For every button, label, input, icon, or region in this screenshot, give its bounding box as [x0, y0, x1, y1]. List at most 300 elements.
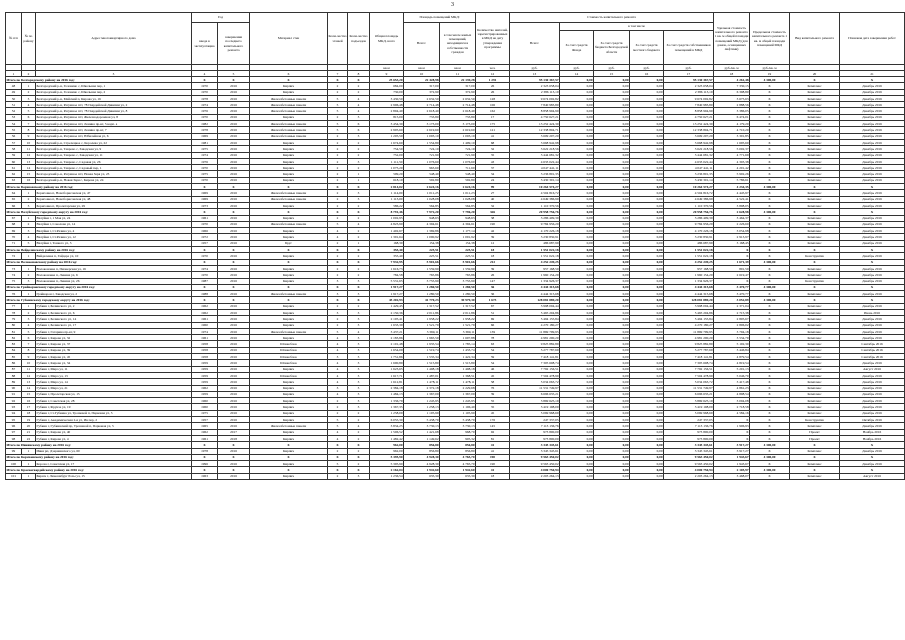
table-cell: 0,00	[594, 215, 630, 221]
table-cell: 1 245,95	[404, 398, 440, 404]
table-cell: X	[218, 184, 250, 190]
table-cell: 5 069 968,69	[664, 410, 714, 416]
table-cell: 18	[22, 410, 36, 416]
table-cell: 3 446,84	[714, 347, 750, 353]
table-cell: 3 230 830,91	[664, 234, 714, 240]
table-cell: 4 270 180,27	[664, 322, 714, 328]
table-cell: 3 534,79	[714, 335, 750, 341]
table-cell: 0,00	[594, 410, 630, 416]
table-cell: X	[714, 247, 750, 253]
table-cell: 18	[714, 71, 750, 77]
table-cell: 4	[328, 391, 348, 397]
table-cell: 39	[476, 391, 510, 397]
table-cell: Декабрь 2016	[840, 158, 905, 164]
table-cell: X	[790, 297, 840, 303]
table-cell: 0,00	[630, 379, 664, 385]
table-cell: 45 202,93	[370, 297, 404, 303]
table-cell: руб.	[510, 65, 560, 71]
table-cell: X	[328, 454, 348, 460]
table-cell: 4 170 226,18	[664, 228, 714, 234]
table-cell: 4 170 226,18	[510, 228, 560, 234]
table-cell: 5	[22, 108, 36, 114]
table-cell: 1 785,14	[440, 341, 476, 347]
table-cell: 6	[250, 71, 328, 77]
table-cell: 11 869 799,95	[664, 328, 714, 334]
table-cell: 0,00	[630, 278, 664, 284]
table-cell: 247 337,05	[664, 417, 714, 423]
table-cell: 0,00	[630, 442, 664, 448]
table-cell: 2	[328, 133, 348, 139]
table-cell: 2016	[218, 240, 250, 246]
table-cell: Губкин г, Кирова ул, 34	[36, 360, 192, 366]
table-cell: 317,00	[404, 83, 440, 89]
table-cell: 0,00	[594, 454, 630, 460]
table-cell: 5	[328, 461, 348, 467]
table-cell: 1 149,62	[404, 435, 440, 441]
table-cell: 147	[476, 278, 510, 284]
table-cell: 2	[328, 146, 348, 152]
table-cell: 0,00	[630, 146, 664, 152]
table-cell: 3	[348, 291, 370, 297]
table-cell: 2016	[218, 461, 250, 467]
table-cell: 0,00	[560, 240, 594, 246]
table-cell: 4	[328, 379, 348, 385]
table-cell: 4 047 441,11	[510, 165, 560, 171]
table-cell: Губкин г, Кирова ул, 32	[36, 335, 192, 341]
table-cell: 1970	[192, 177, 218, 183]
table-cell: 730,00	[370, 89, 404, 95]
col-residents: Количество жителей, зарегистрированных в МКД на дату утверждения программы	[476, 13, 510, 65]
table-cell: Декабрь 2016	[840, 152, 905, 158]
table-cell: 95 130 367,57	[664, 77, 714, 83]
table-cell: 5	[22, 328, 36, 334]
table-cell: X	[790, 77, 840, 83]
table-cell: 0,00	[630, 89, 664, 95]
table-cell: Губкин г, Белинского ул, 14	[36, 316, 192, 322]
table-cell: 0,00	[594, 95, 630, 101]
table-cell: 1 917,27	[370, 284, 404, 290]
table-cell: X	[348, 184, 370, 190]
table-cell: 733,80	[440, 114, 476, 120]
table-cell: 59	[476, 354, 510, 360]
table-cell: 3 173,00	[440, 121, 476, 127]
table-cell: 10	[404, 71, 440, 77]
table-cell: 2	[348, 448, 370, 454]
table-cell: 2	[348, 272, 370, 278]
table-cell: Губкин г, Советская ул, 28	[36, 398, 192, 404]
table-cell: 724,10	[440, 146, 476, 152]
table-cell: 0,00	[630, 429, 664, 435]
table-cell: 1 616,73	[370, 265, 404, 271]
table-cell: 0,00	[560, 284, 594, 290]
table-cell: 78	[476, 335, 510, 341]
table-cell: 1 011,23	[440, 190, 476, 196]
table-cell: 175	[476, 121, 510, 127]
table-cell: X	[750, 83, 790, 89]
table-cell: 2 386 113,19	[664, 89, 714, 95]
table-cell: 752,00	[370, 152, 404, 158]
table-cell: Губкин г, Гагарина пр-кт, 9	[36, 328, 192, 334]
table-cell: 82	[6, 335, 22, 341]
table-cell: X	[250, 77, 328, 83]
table-cell: 7 840 983,80	[664, 102, 714, 108]
table-cell: 2016	[218, 158, 250, 164]
table-cell: Кирпич	[250, 366, 328, 372]
table-cell: 85	[6, 354, 22, 360]
table-cell: 8	[348, 71, 370, 77]
table-cell: 0,00	[594, 423, 630, 429]
table-cell: 18	[476, 473, 510, 479]
table-cell: 1961	[192, 335, 218, 341]
table-cell: X	[750, 102, 790, 108]
table-cell: Комплекс	[790, 114, 840, 120]
table-cell: 754,50	[370, 146, 404, 152]
table-cell: 14	[560, 71, 594, 77]
table-cell: 684,00	[370, 83, 404, 89]
table-cell: 1974	[192, 265, 218, 271]
table-cell: 8	[22, 127, 36, 133]
table-cell: 1 105,99	[440, 410, 476, 416]
table-cell: 0,00	[630, 240, 664, 246]
table-cell: 586,22	[370, 202, 404, 208]
table-cell: 372,90	[440, 89, 476, 95]
table-cell: Комплекс	[790, 190, 840, 196]
table-cell: 42	[476, 228, 510, 234]
table-cell: 1 654,09	[370, 347, 404, 353]
table-cell: 0,00	[594, 354, 630, 360]
table-cell: Комплекс	[790, 398, 840, 404]
table-cell: 8 791,46	[370, 209, 404, 215]
table-cell: 0,00	[560, 253, 594, 259]
table-cell: 11	[22, 366, 36, 372]
table-cell: 3 898,05	[714, 202, 750, 208]
table-cell: 0,00	[560, 83, 594, 89]
col-area-total: Всего:	[404, 23, 440, 65]
table-cell: 2	[328, 410, 348, 416]
table-cell: 4 000 750,94	[510, 467, 560, 473]
table-cell: Губкин г, Белинского ул, 17	[36, 322, 192, 328]
table-cell: 4 981 290,20	[664, 335, 714, 341]
table-cell: 4 633 022,44	[664, 158, 714, 164]
table-cell: 5	[328, 328, 348, 334]
table-cell: 3 444 681,32	[510, 152, 560, 158]
table-cell: 36	[476, 291, 510, 297]
table-cell: Декабрь 2016	[840, 303, 905, 309]
table-cell: X	[750, 404, 790, 410]
table-cell: 0,00	[630, 284, 664, 290]
table-cell: Декабрь 2016	[840, 385, 905, 391]
table-cell: X	[750, 385, 790, 391]
table-cell: 2 226,60	[714, 221, 750, 227]
table-cell: 34	[476, 171, 510, 177]
table-cell: Волоконовка п, Пионерская ул, 16	[36, 265, 192, 271]
table-cell: 7 305 608,74	[510, 360, 560, 366]
table-cell: Белгородский р-н, Разумное пгт, Ленина пр-кт, 7	[36, 127, 192, 133]
table-cell: Белгородский р-н, Разумное пгт, Новая Заря ул, 23	[36, 171, 192, 177]
table-cell: 2016	[218, 347, 250, 353]
table-cell: Комплекс	[790, 139, 840, 145]
table-cell: 9 825 882,89	[664, 341, 714, 347]
table-cell: 41 770,23	[404, 297, 440, 303]
table-cell: 2016	[218, 171, 250, 177]
table-cell: X	[714, 429, 750, 435]
table-cell: 1 612,81	[370, 379, 404, 385]
table-cell: X	[750, 303, 790, 309]
table-cell: X	[750, 335, 790, 341]
table-cell: 0,00	[630, 83, 664, 89]
table-cell: Кирпич	[250, 83, 328, 89]
table-cell: 2016	[218, 360, 250, 366]
table-cell: 1982	[192, 121, 218, 127]
table-cell: 5	[218, 71, 250, 77]
table-cell: Борисовка п, Новоборисовская ул, 47	[36, 190, 192, 196]
table-cell: Кирпич	[250, 265, 328, 271]
table-cell: X	[192, 209, 218, 215]
table-cell: 128	[476, 95, 510, 101]
table-cell: 247 337,05	[510, 417, 560, 423]
table-cell: 0,00	[630, 423, 664, 429]
table-cell: X	[750, 379, 790, 385]
table-cell: 1 751,86	[370, 354, 404, 360]
table-cell: 16	[22, 398, 36, 404]
table-cell: X	[750, 253, 790, 259]
table-cell: 18	[476, 253, 510, 259]
table-cell: 0,00	[630, 316, 664, 322]
table-cell: 2	[348, 83, 370, 89]
table-cell: Кирпич	[250, 278, 328, 284]
table-cell: 1965	[192, 423, 218, 429]
table-cell: X	[750, 429, 790, 435]
table-cell: 128 081 889,20	[664, 297, 714, 303]
table-cell: 1 114,00	[370, 190, 404, 196]
table-cell: 0,00	[594, 398, 630, 404]
table-cell: 4 261,48	[714, 77, 750, 83]
table-cell: 3 430 301,14	[664, 177, 714, 183]
table-cell: 1978	[192, 448, 218, 454]
table-cell: 1 028,08	[404, 196, 440, 202]
table-cell: 2016	[218, 316, 250, 322]
table-cell: 3 168,45	[714, 240, 750, 246]
table-cell: Кирпич	[250, 435, 328, 441]
table-cell: 2 386 113,19	[510, 89, 560, 95]
table-cell: 55	[476, 398, 510, 404]
table-cell: Кирпич	[250, 177, 328, 183]
table-cell: 5 034 063,72	[664, 379, 714, 385]
table-cell: 0,00	[630, 215, 664, 221]
table-cell: Декабрь 2016	[840, 127, 905, 133]
table-cell: 54	[476, 360, 510, 366]
table-cell: 1 076,60	[440, 158, 476, 164]
table-cell: 3 345 345,61	[664, 448, 714, 454]
table-cell: 2 715,38	[714, 309, 750, 315]
table-cell: 4	[328, 347, 348, 353]
table-cell: 7 840 983,80	[510, 102, 560, 108]
table-cell: 5 902,26	[714, 171, 750, 177]
table-cell: 27	[476, 190, 510, 196]
table-cell: 225,51	[440, 253, 476, 259]
table-cell: 1 697,88	[440, 335, 476, 341]
table-cell: Декабрь 2016	[840, 291, 905, 297]
table-cell: 2 371,04	[714, 303, 750, 309]
table-cell: 1 093,10	[440, 133, 476, 139]
table-cell: 12	[476, 71, 510, 77]
table-cell: 1960	[192, 398, 218, 404]
table-cell: Кирпич	[250, 316, 328, 322]
table-cell: 1 011,23	[404, 190, 440, 196]
table-cell: 0,00	[560, 429, 594, 435]
table-cell: 4 300,00	[750, 259, 790, 265]
table-cell: 57	[6, 139, 22, 145]
table-cell: Кирпич	[250, 272, 328, 278]
table-cell: 4	[348, 221, 370, 227]
table-cell: 4 000 750,94	[664, 467, 714, 473]
table-cell: 100	[6, 461, 22, 467]
table-cell: Белгородский р-н, Головино с, Школьная пер, 2	[36, 89, 192, 95]
table-cell: 1	[22, 190, 36, 196]
table-cell: 1962	[192, 429, 218, 435]
table-cell: Декабрь 2016	[840, 461, 905, 467]
table-cell: 3 622 218,56	[664, 146, 714, 152]
table-cell: 0,00	[594, 209, 630, 215]
table-cell: 25 653,20	[370, 77, 404, 83]
table-cell: 957 168,59	[510, 265, 560, 271]
table-cell: X	[218, 247, 250, 253]
table-cell: 168,30	[370, 240, 404, 246]
table-cell: Комплекс	[790, 335, 840, 341]
table-cell: 3 730,13	[404, 423, 440, 429]
table-cell: 2	[328, 165, 348, 171]
table-cell: X	[750, 146, 790, 152]
table-cell: 0,00	[630, 461, 664, 467]
table-cell: 2 162,04	[370, 467, 404, 473]
table-cell: 2	[348, 417, 370, 423]
table-cell: 0,00	[560, 89, 594, 95]
table-cell: 0,00	[594, 372, 630, 378]
table-cell: 2	[22, 71, 36, 77]
table-cell: Декабрь 2016	[840, 328, 905, 334]
table-cell: 1 280,50	[404, 291, 440, 297]
table-cell: 1 090,92	[404, 234, 440, 240]
table-cell: 1 960 154,29	[664, 272, 714, 278]
table-cell: 2 101,48	[370, 341, 404, 347]
table-cell: 2 888,56	[714, 102, 750, 108]
table-cell: 2 805,67	[714, 316, 750, 322]
table-cell: 0,00	[560, 146, 594, 152]
table-cell: 41	[476, 133, 510, 139]
table-cell: 0,00	[594, 429, 630, 435]
table-cell: 58	[6, 146, 22, 152]
table-cell: 0,00	[560, 221, 594, 227]
table-cell: 948,63	[440, 215, 476, 221]
table-cell: 7 932,95	[370, 259, 404, 265]
table-cell: X	[750, 108, 790, 114]
table-cell: 973 800,00	[510, 435, 560, 441]
table-cell: Кирпич	[250, 473, 328, 479]
table-cell: 4	[192, 71, 218, 77]
table-cell: 51	[6, 102, 22, 108]
table-cell: 0,00	[630, 272, 664, 278]
table-cell: 0,00	[630, 372, 664, 378]
table-cell: 618,10	[370, 177, 404, 183]
table-cell: 1 551 022,18	[664, 247, 714, 253]
table-cell: Ноябрь 2016	[840, 435, 905, 441]
table-cell: 1 942,60	[440, 467, 476, 473]
table-cell: 0,00	[560, 259, 594, 265]
table-cell: Сентябрь 2016	[840, 341, 905, 347]
table-cell: 0,00	[560, 108, 594, 114]
table-cell: Комплекс	[790, 102, 840, 108]
table-cell: 2 806,02	[714, 322, 750, 328]
table-cell: X	[840, 184, 905, 190]
table-cell: X	[348, 297, 370, 303]
table-cell: 711,60	[440, 165, 476, 171]
table-cell: 2016	[218, 152, 250, 158]
table-cell: 0,00	[594, 247, 630, 253]
table-cell: 1 367,09	[440, 391, 476, 397]
table-cell: Волоконовка п, Ленина ул, 6	[36, 272, 192, 278]
table-cell: 2016	[218, 146, 250, 152]
table-cell: Комплекс	[790, 165, 840, 171]
table-cell: 3	[22, 278, 36, 284]
table-cell: 2	[328, 114, 348, 120]
table-cell: 64	[6, 190, 22, 196]
table-cell: 9 563 450,02	[510, 461, 560, 467]
table-cell: 2 372,18	[404, 385, 440, 391]
table-cell: 0,00	[560, 354, 594, 360]
table-cell: 5	[328, 121, 348, 127]
table-cell: X	[750, 152, 790, 158]
table-cell: 2 894,40	[370, 108, 404, 114]
table-cell: 6	[348, 127, 370, 133]
table-cell: 0,00	[594, 259, 630, 265]
table-cell: Декабрь 2016	[840, 95, 905, 101]
table-cell: Комплекс	[790, 360, 840, 366]
table-cell: X	[250, 284, 328, 290]
table-cell: Декабрь 2016	[840, 372, 905, 378]
table-cell: 2	[22, 196, 36, 202]
table-cell: 1 317,52	[404, 303, 440, 309]
table-cell: 0,00	[594, 272, 630, 278]
table-cell: 0,00	[594, 158, 630, 164]
table-cell: 0,00	[560, 77, 594, 83]
table-cell: 0,00	[630, 309, 664, 315]
table-cell: 0,00	[594, 417, 630, 423]
table-cell: Декабрь 2016	[840, 121, 905, 127]
table-cell: 11 531 749,97	[664, 385, 714, 391]
table-cell: 81	[6, 328, 22, 334]
table-cell: Декабрь 2016	[840, 316, 905, 322]
table-cell: X	[750, 247, 790, 253]
table-cell: 19	[750, 71, 790, 77]
table-cell: 0,00	[560, 102, 594, 108]
table-cell: 4 394,61	[440, 221, 476, 227]
table-cell: 2 996,48	[370, 102, 404, 108]
table-cell: 121	[476, 127, 510, 133]
table-cell: Белгородский р-н, Новая Заря с, Кирова ул, 24	[36, 177, 192, 183]
table-cell: 0,00	[560, 158, 594, 164]
table-cell: 0,00	[630, 228, 664, 234]
table-cell: 0,00	[594, 297, 630, 303]
table-cell: 2016	[218, 417, 250, 423]
table-cell: 2016	[218, 127, 250, 133]
table-cell: 1 177,14	[440, 228, 476, 234]
table-cell: Комплекс	[790, 322, 840, 328]
table-cell: 4	[22, 102, 36, 108]
table-cell: 4 765,70	[440, 461, 476, 467]
table-cell: 733,80	[404, 114, 440, 120]
table-cell: 190	[476, 221, 510, 227]
table-cell: 4	[348, 102, 370, 108]
